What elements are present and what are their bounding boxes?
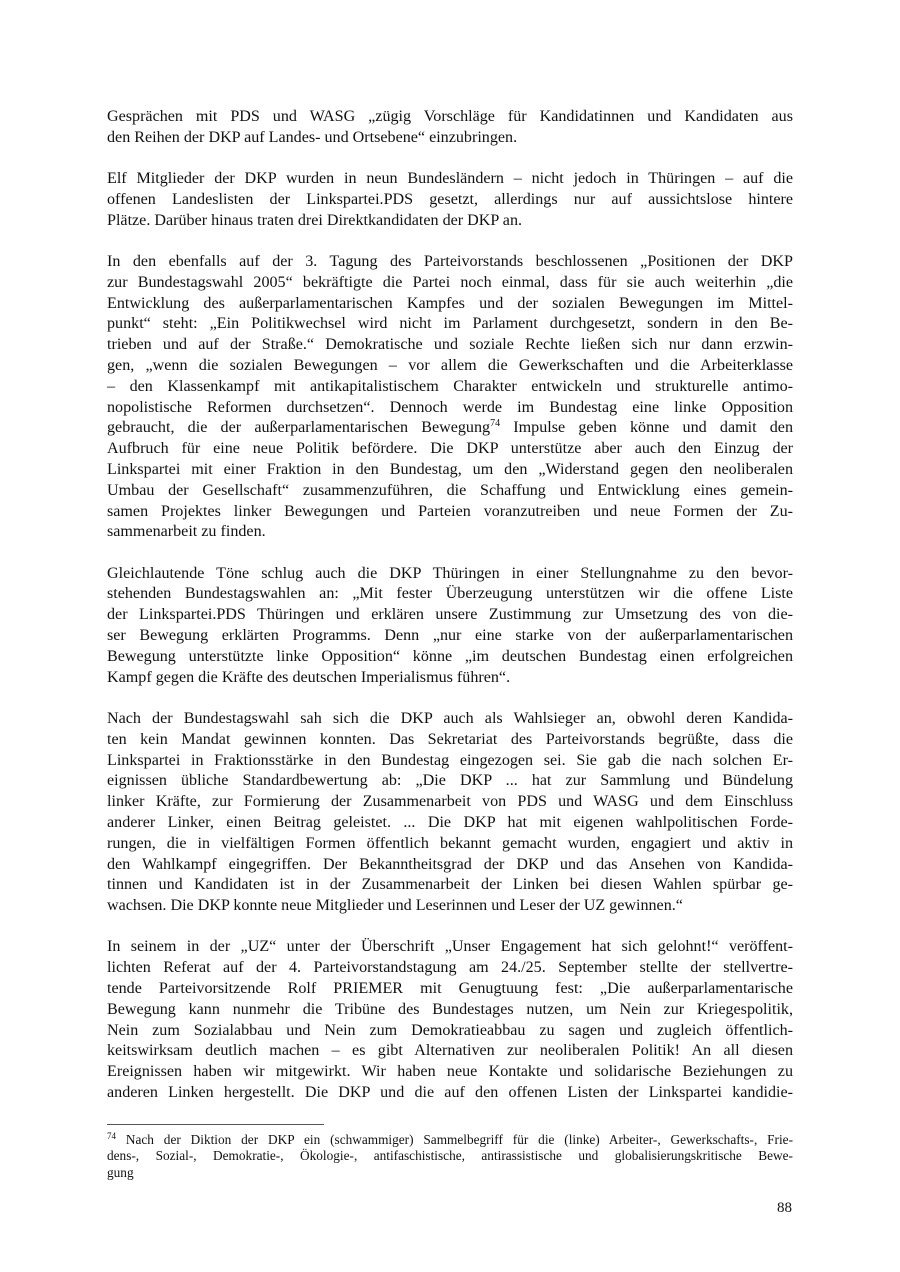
- text-line: Kampf gegen die Kräfte des deutschen Imperialismus führen“.: [107, 668, 511, 686]
- text-line: Linkspartei in Fraktionsstärke in den Bundestag eingezogen sei. Sie gab die nach solchen Er-: [107, 751, 793, 769]
- text-line: ser Bewegung erklärten Programms. Denn „nur eine starke von der außerparlamentarischen: [107, 627, 793, 645]
- text-line: keitswirksam deutlich machen – es gibt Alternativen zur neoliberalen Politik! An all diesen: [107, 1042, 793, 1060]
- footnote-line: gung: [107, 1164, 134, 1180]
- text-line: Bewegung kann nunmehr die Tribüne des Bundestages nutzen, um Nein zur Kriegespolitik,: [107, 1000, 793, 1018]
- text-line: – den Klassenkampf mit antikapitalistischem Charakter entwickeln und strukturelle antimo-: [107, 377, 793, 395]
- text-line: nopolistische Reformen durchsetzen“. Dennoch werde im Bundestag eine linke Opposition: [107, 398, 793, 416]
- text-line: gen, „wenn die sozialen Bewegungen – vor allem die Gewerkschaften und die Arbeiterklasse: [107, 356, 793, 374]
- footnote-mark: 74: [107, 1131, 116, 1141]
- text-line: tende Parteivorsitzende Rolf PRIEMER mit Genugtuung fest: „Die außerparlamentarische: [107, 979, 793, 997]
- footnote-reference[interactable]: 74: [490, 418, 501, 430]
- text-line: Elf Mitglieder der DKP wurden in neun Bundesländern – nicht jedoch in Thüringen – auf die: [107, 170, 793, 188]
- text-line: linker Kräfte, zur Formierung der Zusammenarbeit von PDS und WASG und dem Einschluss: [107, 793, 793, 811]
- paragraph-1: [107, 107, 793, 149]
- text-line: den Wahlkampf eingegriffen. Der Bekanntheitsgrad der DKP und das Ansehen von Kandida-: [107, 855, 793, 873]
- text-line: Umbau der Gesellschaft“ zusammenzuführen, die Schaffung und Entwicklung eines gemein-: [107, 481, 793, 499]
- text-line: rungen, die in vielfältigen Formen öffentlich bekannt gemacht wurden, engagiert und aktiv in: [107, 834, 793, 852]
- text-line: eignissen übliche Standardbewertung ab: „Die DKP ... hat zur Sammlung und Bündelung: [107, 772, 793, 790]
- text-line: Linkspartei mit einer Fraktion in den Bundestag, um den „Widerstand gegen den neoliberalen: [107, 460, 793, 478]
- text-line: tinnen und Kandidaten ist in der Zusammenarbeit der Linken bei diesen Wahlen spürbar ge-: [107, 876, 793, 894]
- footnote-separator: [107, 1124, 324, 1125]
- text-line: anderer Linker, einen Beitrag geleistet. ... Die DKP hat mit eigenen wahlpolitischen Forde-: [107, 813, 793, 831]
- text-line: anderen Linken hergestellt. Die DKP und die auf den offenen Listen der Linkspartei kandidie-: [107, 1083, 793, 1101]
- paragraph-3: [107, 252, 793, 543]
- text-line: der Linkspartei.PDS Thüringen und erklären unsere Zustimmung zur Umsetzung des von die-: [107, 606, 793, 624]
- text-line: Gesprächen mit PDS und WASG „zügig Vorschläge für Kandidatinnen und Kandidaten aus: [107, 108, 793, 125]
- text-line: Entwicklung des außerparlamentarischen Kampfes und der sozialen Bewegungen im Mittel-: [107, 294, 793, 312]
- paragraph-4: [107, 564, 793, 689]
- page-body: [107, 107, 793, 1124]
- text-line-with-footnote-ref: [107, 418, 793, 439]
- text-line: Gleichlautende Töne schlug auch die DKP Thüringen in einer Stellungnahme zu den bevor-: [107, 564, 793, 582]
- text-line: samen Projektes linker Bewegungen und Parteien voranzutreiben und neue Formen der Zu-: [107, 502, 793, 520]
- paragraph-5: [107, 709, 793, 917]
- text-line: Nach der Bundestagswahl sah sich die DKP auch als Wahlsieger an, obwohl deren Kandida-: [107, 709, 793, 727]
- page-number: 88: [777, 1200, 792, 1216]
- text-line: stehenden Bundestagswahlen an: „Mit fester Überzeugung unterstützen wir die offene Liste: [107, 585, 793, 603]
- text-line: lichten Referat auf der 4. Parteivorstandstagung am 24./25. September stellte der stellvertre-: [107, 959, 793, 977]
- text-line: In den ebenfalls auf der 3. Tagung des Parteivorstands beschlossenen „Positionen der DKP: [107, 252, 793, 270]
- text-line: ten kein Mandat gewinnen konnten. Das Sekretariat des Parteivorstands begrüßte, dass die: [107, 730, 793, 748]
- text-line: den Reihen der DKP auf Landes- und Ortsebene“ einzubringen.: [107, 128, 518, 146]
- text-segment: gebraucht, die der außerparlamentarischen Bewegung: [107, 419, 491, 437]
- text-line: In seinem in der „UZ“ unter der Überschrift „Unser Engagement hat sich gelohnt!“ veröffent-: [107, 938, 793, 956]
- text-line: offenen Landeslisten der Linkspartei.PDS gesetzt, allerdings nur auf aussichtslose hintere: [107, 190, 793, 208]
- text-line: sammenarbeit zu finden.: [107, 523, 266, 541]
- text-line: Nein zum Sozialabbau und Nein zum Demokratieabbau zu sagen und zugleich öffentlich-: [107, 1021, 793, 1039]
- footnote-text: Nach der Diktion der DKP ein (schwammiger) Sammelbegriff für die (linke) Arbeiter-, Gewerkschafts-, Frie-: [116, 1132, 793, 1147]
- text-line: Bewegung unterstützte linke Opposition“ könne „im deutschen Bundestag einen erfolgreichen: [107, 647, 793, 665]
- paragraph-6: [107, 937, 793, 1103]
- text-line: Plätze. Darüber hinaus traten drei Direktkandidaten der DKP an.: [107, 211, 523, 229]
- text-segment: Impulse geben könne und damit den: [500, 419, 793, 437]
- text-line: zur Bundestagswahl 2005“ bekräftigte die Partei noch einmal, dass für sie auch weiterhin „die: [107, 273, 793, 291]
- text-line: wachsen. Die DKP konnte neue Mitglieder und Leserinnen und Leser der UZ gewinnen.“: [107, 897, 683, 915]
- text-line: trieben und auf der Straße.“ Demokratische und soziale Rechte ließen sich nur dann erzwin-: [107, 336, 793, 354]
- paragraph-2: [107, 169, 793, 231]
- text-line: punkt“ steht: „Ein Politikwechsel wird nicht im Parlament durchgesetzt, sondern in den Be-: [107, 315, 793, 333]
- footnote-74: [107, 1132, 793, 1181]
- footnote-line: [107, 1132, 793, 1148]
- text-line: Aufbruch für eine neue Politik befördere. Die DKP unterstütze aber auch den Einzug der: [107, 440, 793, 458]
- footnote-line: dens-, Sozial-, Demokratie-, Ökologie-, antifaschistische, antirassistische und globalisierungskritische Bewe-: [107, 1148, 793, 1164]
- text-line: Ereignissen haben wir mitgewirkt. Wir haben neue Kontakte und solidarische Beziehungen zu: [107, 1063, 793, 1081]
